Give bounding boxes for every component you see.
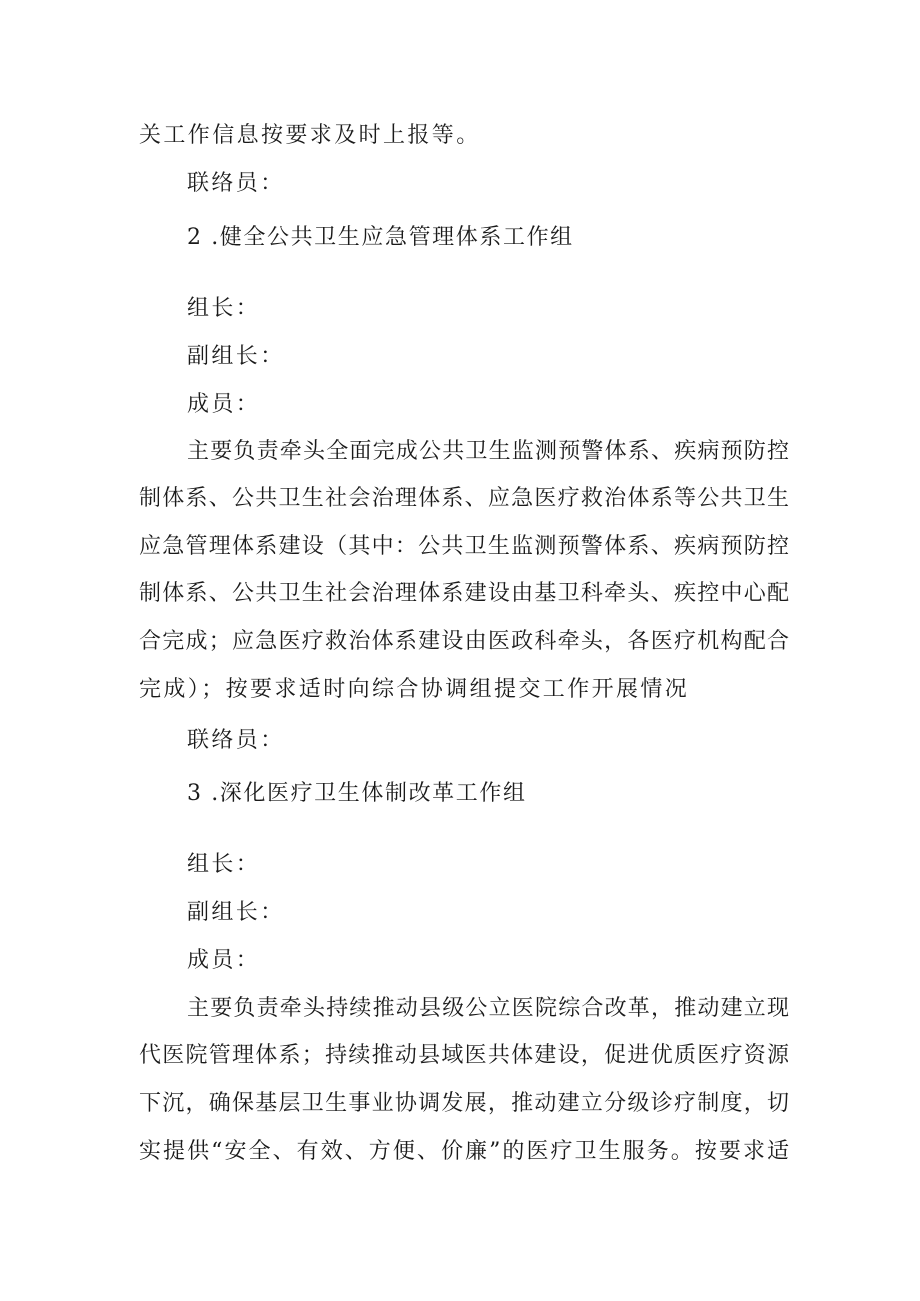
- deputy-leader-label: 副组长：: [187, 900, 285, 925]
- members-label: 成员：: [187, 392, 261, 417]
- body-text-line: 合完成；应急医疗救治体系建设由医政科牵头，各医疗机构配合: [139, 629, 789, 654]
- section-heading-3: 3 .深化医疗卫生体制改革工作组: [187, 781, 527, 806]
- body-text-line: 主要负责牵头全面完成公共卫生监测预警体系、疾病预防控: [187, 439, 789, 464]
- group-leader-label: 组长：: [187, 296, 261, 321]
- body-text-line: 代医院管理体系；持续推动县域医共体建设，促进优质医疗资源: [139, 1043, 789, 1068]
- paragraph-continuation-line: 关工作信息按要求及时上报等。: [139, 123, 481, 148]
- group-leader-label: 组长：: [187, 852, 261, 877]
- deputy-leader-label: 副组长：: [187, 344, 285, 369]
- liaison-label: 联络员：: [187, 171, 285, 196]
- body-text-line: 制体系、公共卫生社会治理体系、应急医疗救治体系等公共卫生: [139, 486, 789, 511]
- body-text-line: 实提供“安全、有效、方便、价廉”的医疗卫生服务。按要求适: [139, 1139, 789, 1164]
- section-heading-2: 2 .健全公共卫生应急管理体系工作组: [187, 225, 574, 250]
- body-text-line: 应急管理体系建设（其中：公共卫生监测预警体系、疾病预防控: [139, 534, 789, 559]
- members-label: 成员：: [187, 948, 261, 973]
- body-text-line: 制体系、公共卫生社会治理体系建设由基卫科牵头、疾控中心配: [139, 581, 789, 606]
- liaison-label: 联络员：: [187, 728, 285, 753]
- body-text-line: 下沉，确保基层卫生事业协调发展，推动建立分级诊疗制度，切: [139, 1091, 789, 1116]
- body-text-line: 主要负责牵头持续推动县级公立医院综合改革，推动建立现: [187, 996, 789, 1021]
- body-text-line: 完成）；按要求适时向综合协调组提交工作开展情况: [139, 677, 690, 702]
